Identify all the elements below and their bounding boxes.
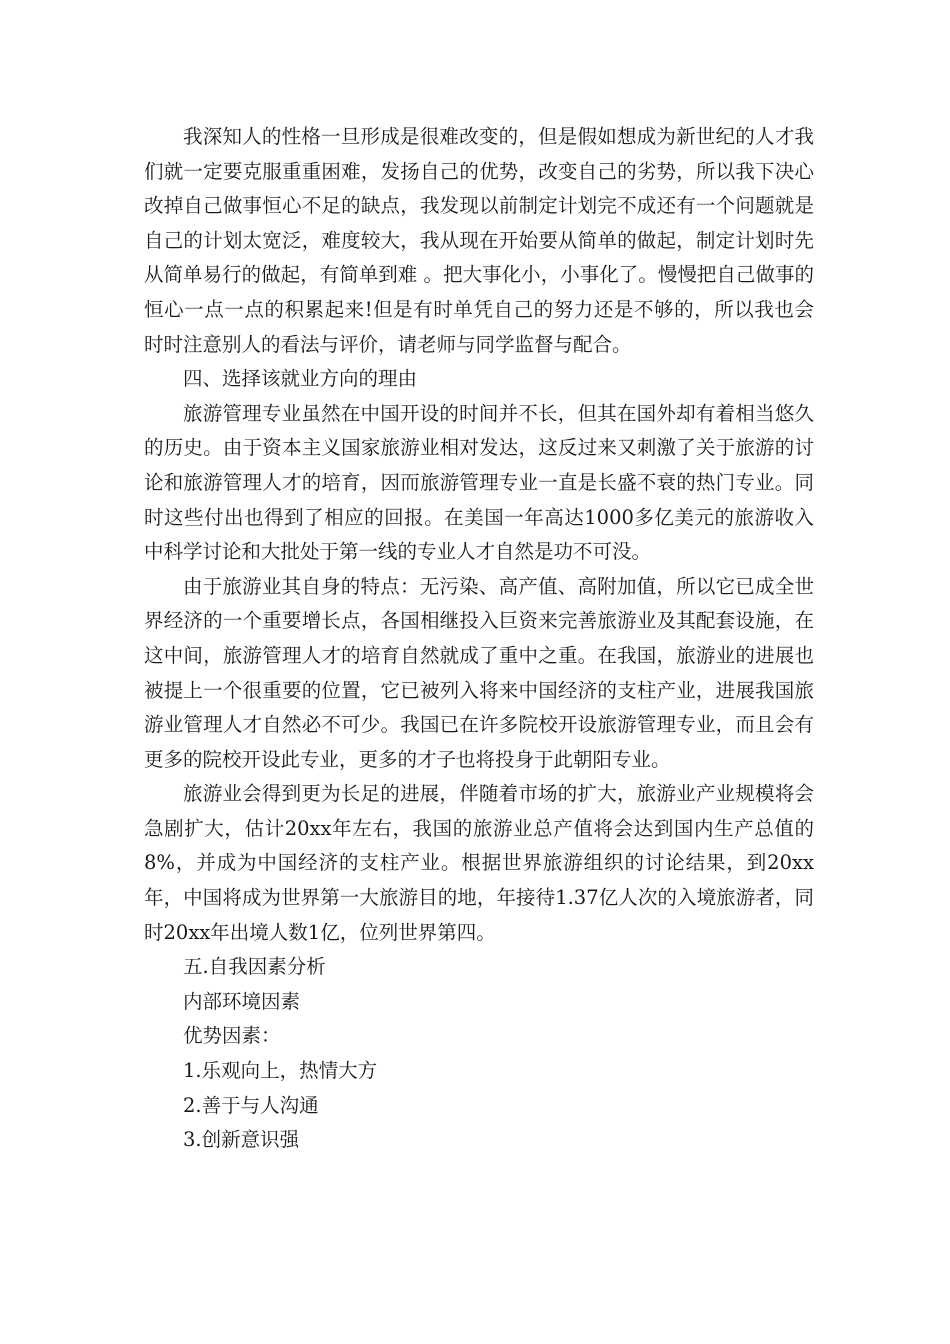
list-item-strength-2: 2.善于与人沟通 bbox=[183, 1093, 319, 1117]
paragraph-tourism-history: 旅游管理专业虽然在中国开设的时间并不长，但其在国外却有着相当悠久的历史。由于资本主义国家旅游业相对发达，这反过来又刺激了关于旅游的讨论和旅游管理人才的培育，因而旅游管理专业一直是长盛不衰的热门专业。同时这些付出也得到了相应的回报。在美国一年高达1000多亿美元的旅游收入中科学讨论和大批处于第一线的专业人才自然是功不可没。 bbox=[144, 401, 814, 564]
list-item-strength-3: 3.创新意识强 bbox=[183, 1128, 300, 1152]
section-heading-self-analysis: 五.自我因素分析 bbox=[183, 955, 326, 979]
document-body bbox=[144, 120, 814, 1158]
subheading-strengths: 优势因素： bbox=[183, 1024, 281, 1048]
paragraph-personality-plan: 我深知人的性格一旦形成是很难改变的，但是假如想成为新世纪的人才我们就一定要克服重重困难，发扬自己的优势，改变自己的劣势，所以我下决心改掉自己做事恒心不足的缺点，我发现以前制定计划完不成还有一个问题就是自己的计划太宽泛，难度较大，我从现在开始要从简单的做起，制定计划时先从简单易行的做起，有简单到难 。把大事化小，小事化了。慢慢把自己做事的恒心一点一点的积累起来!但是有时单凭自己的努力还是不够的，所以我也会时时注意别人的看法与评价，请老师与同学监督与配合。 bbox=[144, 125, 814, 356]
list-item-strength-1: 1.乐观向上，热情大方 bbox=[183, 1059, 378, 1083]
paragraph-tourism-outlook: 旅游业会得到更为长足的进展，伴随着市场的扩大，旅游业产业规模将会急剧扩大，估计20xx年左右，我国的旅游业总产值将会达到国内生产总值的8%，并成为中国经济的支柱产业。根据世界旅游组织的讨论结果，到20xx年，中国将成为世界第一大旅游目的地，年接待1.37亿人次的入境旅游者，同时20xx年出境人数1亿，位列世界第四。 bbox=[144, 782, 814, 944]
subheading-internal-factors: 内部环境因素 bbox=[183, 989, 301, 1013]
paragraph-tourism-features: 由于旅游业其自身的特点：无污染、高产值、高附加值，所以它已成全世界经济的一个重要增长点，各国相继投入巨资来完善旅游业及其配套设施，在这中间，旅游管理人才的培育自然就成了重中之重。在我国，旅游业的进展也被提上一个很重要的位置，它已被列入将来中国经济的支柱产业，进展我国旅游业管理人才自然必不可少。我国已在许多院校开设旅游管理专业，而且会有更多的院校开设此专业，更多的才子也将投身于此朝阳专业。 bbox=[144, 574, 814, 771]
section-heading-career-reason: 四、选择该就业方向的理由 bbox=[183, 367, 418, 391]
